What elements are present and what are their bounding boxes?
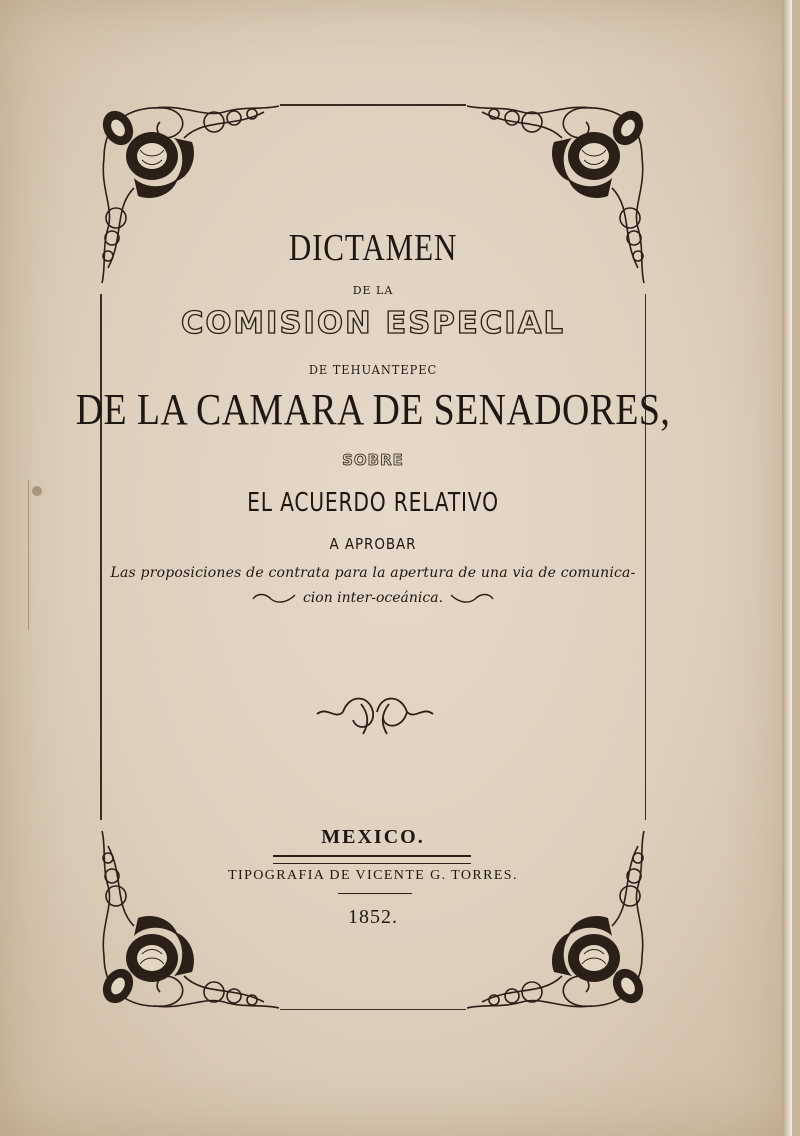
- page-edge: [782, 0, 792, 1136]
- title-a-aprobar: A APROBAR: [329, 535, 417, 553]
- title-tehuantepec: DE TEHUANTEPEC: [308, 363, 438, 377]
- title-camara-de-senadores: DE LA CAMARA DE SENADORES,: [75, 385, 671, 434]
- script-line-2-text: cion inter-oceánica.: [302, 590, 444, 606]
- title-acuerdo-relativo: EL ACUERDO RELATIVO: [247, 488, 499, 518]
- frame-line-top: [280, 104, 466, 106]
- flourish-right-icon: [449, 591, 495, 605]
- binding-hole: [32, 486, 42, 496]
- title-dictamen: DICTAMEN: [288, 227, 458, 269]
- script-line-2: [0, 590, 746, 606]
- binding-stitch: [28, 480, 35, 630]
- imprint-printer: TIPOGRAFIA DE VICENTE G. TORRES.: [228, 868, 518, 883]
- imprint-city: MEXICO.: [321, 826, 425, 848]
- scroll-flourish-icon: [313, 684, 437, 740]
- script-line-1: Las proposiciones de contrata para la apertura de una via de comunica-: [110, 565, 636, 581]
- title-sobre: SOBRE: [342, 451, 404, 469]
- imprint-year: 1852.: [348, 906, 398, 928]
- divider-single: [338, 893, 412, 894]
- divider-double: [273, 855, 471, 864]
- frame-line-bottom: [280, 1009, 466, 1011]
- flourish-left-icon: [251, 591, 297, 605]
- title-comision-especial: COMISION ESPECIAL: [181, 306, 565, 341]
- title-de-la: DE LA: [352, 284, 394, 297]
